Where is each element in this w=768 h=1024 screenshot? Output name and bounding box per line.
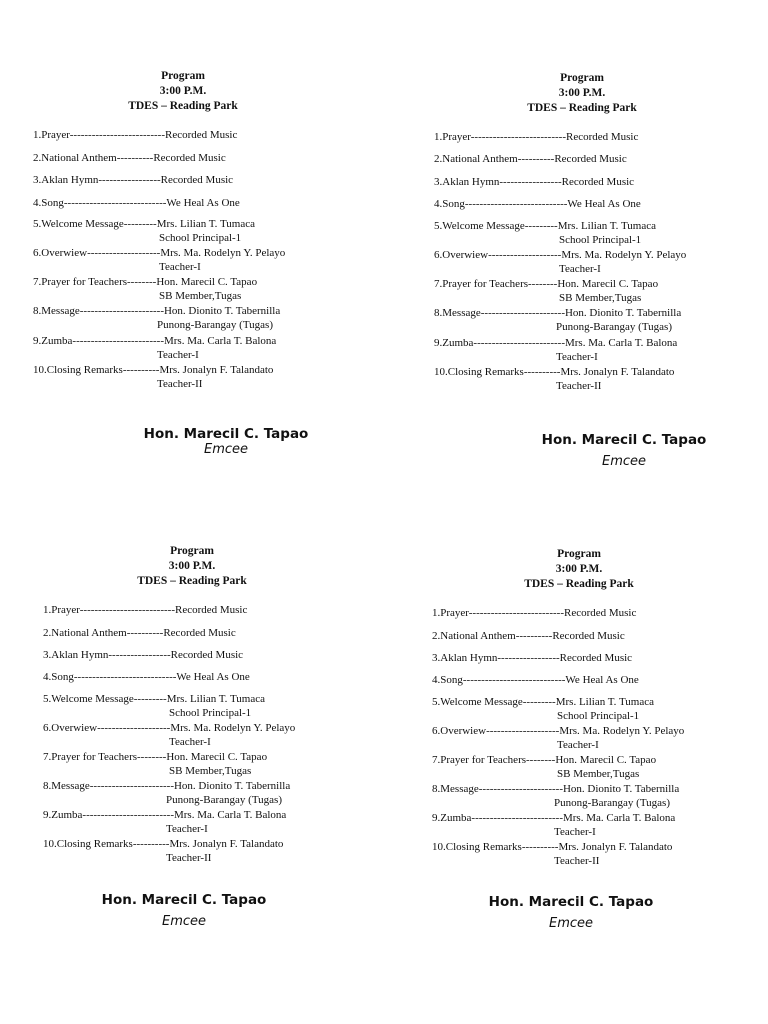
program-time: 3:00 P.M.: [558, 87, 606, 99]
program-item: [434, 219, 747, 248]
emcee-role: Emcee: [161, 914, 207, 929]
program-item-subtitle: Teacher-I: [159, 261, 201, 273]
program-item: [33, 363, 348, 393]
program-item: [432, 782, 744, 811]
program-item-text: 5.Welcome Message---------Mrs. Lilian T. Tumaca: [43, 692, 266, 705]
program-card-bottom-left: [27, 544, 357, 929]
program-list: [417, 130, 747, 395]
program-item: [432, 606, 744, 629]
emcee-name: Hon. Marecil C. Tapao: [143, 426, 309, 442]
program-title: Program: [170, 545, 214, 557]
program-item-text: 7.Prayer for Teachers--------Hon. Marecil C. Tapao: [432, 753, 657, 766]
program-card-bottom-right: [414, 547, 744, 931]
program-item-subtitle: Teacher-I: [554, 825, 596, 838]
program-venue: TDES – Reading Park: [527, 102, 637, 114]
program-item: [434, 277, 747, 306]
program-item-subtitle: Teacher-I: [559, 263, 601, 275]
program-item-text: 8.Message-----------------------Hon. Dionito T. Tabernilla: [432, 782, 680, 795]
program-item: [432, 840, 744, 869]
program-item-text: 7.Prayer for Teachers--------Hon. Marecil C. Tapao: [43, 750, 268, 763]
program-item: [434, 130, 747, 152]
program-item-subtitle: School Principal-1: [557, 709, 640, 722]
program-item-text: 3.Aklan Hymn-----------------Recorded Music: [33, 174, 234, 186]
program-item-text: 9.Zumba-------------------------Mrs. Ma. Carla T. Balona: [432, 811, 676, 824]
program-list: [414, 606, 744, 869]
program-header: [414, 547, 744, 592]
program-item: [432, 753, 744, 782]
program-item: [33, 151, 348, 174]
emcee-role: Emcee: [203, 442, 249, 457]
program-item-text: 4.Song----------------------------We Heal As One: [434, 198, 641, 210]
program-item: [432, 673, 744, 695]
program-item-text: 10.Closing Remarks----------Mrs. Jonalyn F. Talandato: [434, 366, 675, 378]
program-item-text: 10.Closing Remarks----------Mrs. Jonalyn F. Talandato: [432, 840, 673, 853]
program-venue: TDES – Reading Park: [137, 575, 247, 587]
program-item-text: 4.Song----------------------------We Heal As One: [33, 196, 240, 209]
program-item: [33, 334, 348, 364]
program-item: [434, 152, 747, 175]
program-item: [432, 651, 744, 673]
program-item-text: 6.Overwiew--------------------Mrs. Ma. Rodelyn Y. Pelayo: [434, 249, 687, 261]
emcee-name: Hon. Marecil C. Tapao: [101, 892, 267, 908]
program-header: [18, 69, 348, 114]
program-item-text: 6.Overwiew--------------------Mrs. Ma. Rodelyn Y. Pelayo: [432, 724, 685, 737]
program-item: [43, 603, 357, 626]
program-item-subtitle: Punong-Barangay (Tugas): [157, 319, 273, 331]
program-item-text: 2.National Anthem----------Recorded Music: [43, 626, 236, 639]
program-item: [43, 837, 357, 866]
program-item: [33, 196, 348, 218]
program-time: 3:00 P.M.: [555, 563, 603, 575]
program-item-text: 1.Prayer--------------------------Recorded Music: [434, 131, 639, 143]
program-item: [434, 365, 747, 395]
program-item: [434, 306, 747, 336]
program-item-text: 10.Closing Remarks----------Mrs. Jonalyn F. Talandato: [43, 837, 284, 850]
program-item: [43, 626, 357, 649]
program-item-text: 4.Song----------------------------We Heal As One: [432, 673, 639, 686]
program-item: [43, 721, 357, 750]
program-venue: TDES – Reading Park: [524, 578, 634, 590]
emcee-role: Emcee: [548, 916, 594, 931]
program-time: 3:00 P.M.: [159, 85, 207, 97]
program-item-text: 6.Overwiew--------------------Mrs. Ma. Rodelyn Y. Pelayo: [43, 721, 296, 734]
program-item: [33, 217, 348, 246]
program-time: 3:00 P.M.: [168, 560, 216, 572]
program-item-text: 3.Aklan Hymn-----------------Recorded Music: [432, 651, 633, 664]
emcee-name: Hon. Marecil C. Tapao: [488, 894, 654, 910]
program-item: [33, 128, 348, 151]
program-title: Program: [557, 548, 601, 560]
program-card-top-left: [18, 69, 348, 457]
program-item-subtitle: SB Member,Tugas: [159, 290, 242, 302]
program-item-text: 7.Prayer for Teachers--------Hon. Marecil C. Tapao: [434, 278, 659, 290]
program-item-subtitle: SB Member,Tugas: [559, 292, 642, 304]
program-list: [27, 603, 357, 866]
program-item-text: 1.Prayer--------------------------Recorded Music: [33, 129, 238, 141]
program-item-subtitle: Teacher-II: [166, 851, 212, 864]
program-item-text: 9.Zumba-------------------------Mrs. Ma. Carla T. Balona: [33, 334, 277, 347]
program-item-subtitle: School Principal-1: [559, 234, 642, 246]
program-item: [432, 695, 744, 724]
emcee-name: Hon. Marecil C. Tapao: [541, 432, 707, 448]
program-item-text: 1.Prayer--------------------------Recorded Music: [43, 604, 248, 616]
program-item-subtitle: Teacher-I: [556, 350, 598, 363]
program-item-subtitle: Teacher-I: [557, 738, 599, 751]
program-item-subtitle: School Principal-1: [159, 232, 242, 244]
program-item-text: 9.Zumba-------------------------Mrs. Ma. Carla T. Balona: [434, 336, 678, 349]
program-item: [33, 246, 348, 275]
program-item-subtitle: Teacher-II: [157, 378, 203, 390]
program-item: [33, 275, 348, 304]
program-item-text: 6.Overwiew--------------------Mrs. Ma. Rodelyn Y. Pelayo: [33, 247, 286, 259]
program-title: Program: [161, 70, 205, 82]
program-item-subtitle: Punong-Barangay (Tugas): [554, 796, 670, 809]
program-item-subtitle: Punong-Barangay (Tugas): [166, 793, 282, 806]
program-item-text: 3.Aklan Hymn-----------------Recorded Music: [43, 649, 244, 661]
program-item-text: 5.Welcome Message---------Mrs. Lilian T. Tumaca: [33, 218, 256, 230]
program-item-subtitle: Punong-Barangay (Tugas): [556, 321, 672, 333]
program-list: [18, 128, 348, 393]
program-item-text: 8.Message-----------------------Hon. Dionito T. Tabernilla: [434, 307, 682, 319]
program-title: Program: [560, 72, 604, 84]
program-card-top-right: [417, 71, 747, 469]
program-item-subtitle: Teacher-I: [169, 735, 211, 748]
program-item-subtitle: Teacher-II: [554, 854, 600, 867]
program-item-text: 5.Welcome Message---------Mrs. Lilian T. Tumaca: [432, 695, 655, 708]
program-item: [33, 173, 348, 196]
program-item-text: 7.Prayer for Teachers--------Hon. Marecil C. Tapao: [33, 276, 258, 288]
program-item: [434, 336, 747, 366]
program-item-text: 5.Welcome Message---------Mrs. Lilian T. Tumaca: [434, 220, 657, 232]
program-item: [43, 779, 357, 808]
program-item: [43, 692, 357, 721]
program-item: [434, 175, 747, 197]
program-item-text: 8.Message-----------------------Hon. Dionito T. Tabernilla: [33, 305, 281, 317]
program-item: [43, 670, 357, 692]
program-item-subtitle: Teacher-I: [157, 348, 199, 361]
program-item-text: 4.Song----------------------------We Heal As One: [43, 671, 250, 683]
program-item: [43, 808, 357, 837]
program-item: [434, 197, 747, 219]
program-item-text: 1.Prayer--------------------------Recorded Music: [432, 607, 637, 619]
program-header: [27, 544, 357, 589]
program-item-text: 9.Zumba-------------------------Mrs. Ma. Carla T. Balona: [43, 808, 287, 821]
program-venue: TDES – Reading Park: [128, 100, 238, 112]
program-item-text: 3.Aklan Hymn-----------------Recorded Music: [434, 176, 635, 188]
program-item-text: 8.Message-----------------------Hon. Dionito T. Tabernilla: [43, 779, 291, 792]
program-header: [417, 71, 747, 116]
program-item-subtitle: Teacher-I: [166, 822, 208, 835]
program-item: [432, 629, 744, 651]
program-item: [43, 648, 357, 670]
program-item: [432, 811, 744, 840]
program-item-text: 2.National Anthem----------Recorded Music: [432, 629, 625, 642]
program-item-text: 10.Closing Remarks----------Mrs. Jonalyn F. Talandato: [33, 364, 274, 376]
program-item-subtitle: Teacher-II: [556, 380, 602, 392]
program-item-text: 2.National Anthem----------Recorded Music: [434, 153, 627, 165]
program-item: [434, 248, 747, 277]
program-item-text: 2.National Anthem----------Recorded Music: [33, 151, 226, 164]
program-item-subtitle: School Principal-1: [169, 706, 252, 719]
program-item-subtitle: SB Member,Tugas: [557, 767, 640, 780]
emcee-role: Emcee: [601, 454, 647, 469]
program-item: [432, 724, 744, 753]
program-item: [43, 750, 357, 779]
program-item-subtitle: SB Member,Tugas: [169, 764, 252, 777]
program-item: [33, 304, 348, 334]
